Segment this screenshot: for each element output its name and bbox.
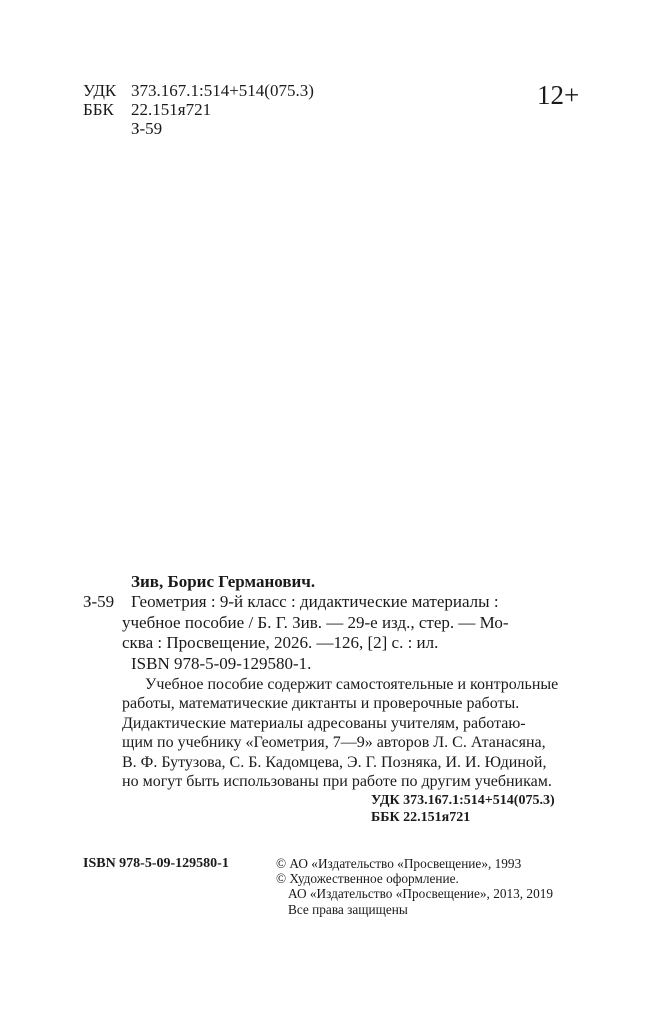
- udk-label: УДК: [83, 81, 117, 100]
- card-udk: УДК 373.167.1:514+514(075.3): [371, 793, 555, 808]
- udk-value: 373.167.1:514+514(075.3): [131, 81, 314, 100]
- annotation-line: работы, математические диктанты и проверочные работы.: [122, 695, 520, 713]
- annotation-line: В. Ф. Бутузова, С. Б. Кадомцева, Э. Г. Позняка, И. И. Юдиной,: [122, 753, 547, 771]
- author-sign-top: З-59: [131, 119, 163, 138]
- copyright-line: © Художественное оформление.: [276, 871, 459, 887]
- card-isbn: ISBN 978-5-09-129580-1.: [131, 653, 312, 673]
- card-line: учебное пособие / Б. Г. Зив. — 29-е изд., стер. — Мо-: [122, 612, 509, 632]
- card-author: Зив, Борис Германович.: [131, 572, 316, 591]
- bbk-line: [83, 100, 211, 119]
- udk-line: [83, 81, 314, 100]
- bbk-value: 22.151я721: [131, 100, 212, 119]
- copyright-line: Все права защищены: [288, 901, 408, 917]
- card-bbk: ББК 22.151я721: [371, 810, 471, 825]
- copyright-line: АО «Издательство «Просвещение», 2013, 2019: [288, 886, 554, 902]
- card-line: Геометрия : 9-й класс : дидактические материалы :: [131, 592, 499, 611]
- annotation-line: но могут быть использованы при работе по другим учебникам.: [122, 773, 552, 790]
- card-line: сква : Просвещение, 2026. —126, [2] с. : ил.: [122, 633, 439, 652]
- annotation-line: щим по учебнику «Геометрия, 7—9» авторов Л. С. Атанасяна,: [122, 734, 546, 752]
- age-rating: 12+: [537, 80, 580, 110]
- copyright-line: © АО «Издательство «Просвещение», 1993: [276, 856, 522, 871]
- annotation-line: Учебное пособие содержит самостоятельные и контрольные: [145, 676, 559, 693]
- bottom-isbn: ISBN 978-5-09-129580-1: [83, 856, 229, 871]
- bbk-label: ББК: [83, 100, 114, 119]
- annotation-line: Дидактические материалы адресованы учителям, работаю-: [122, 714, 526, 732]
- card-author-sign: З-59: [83, 592, 115, 611]
